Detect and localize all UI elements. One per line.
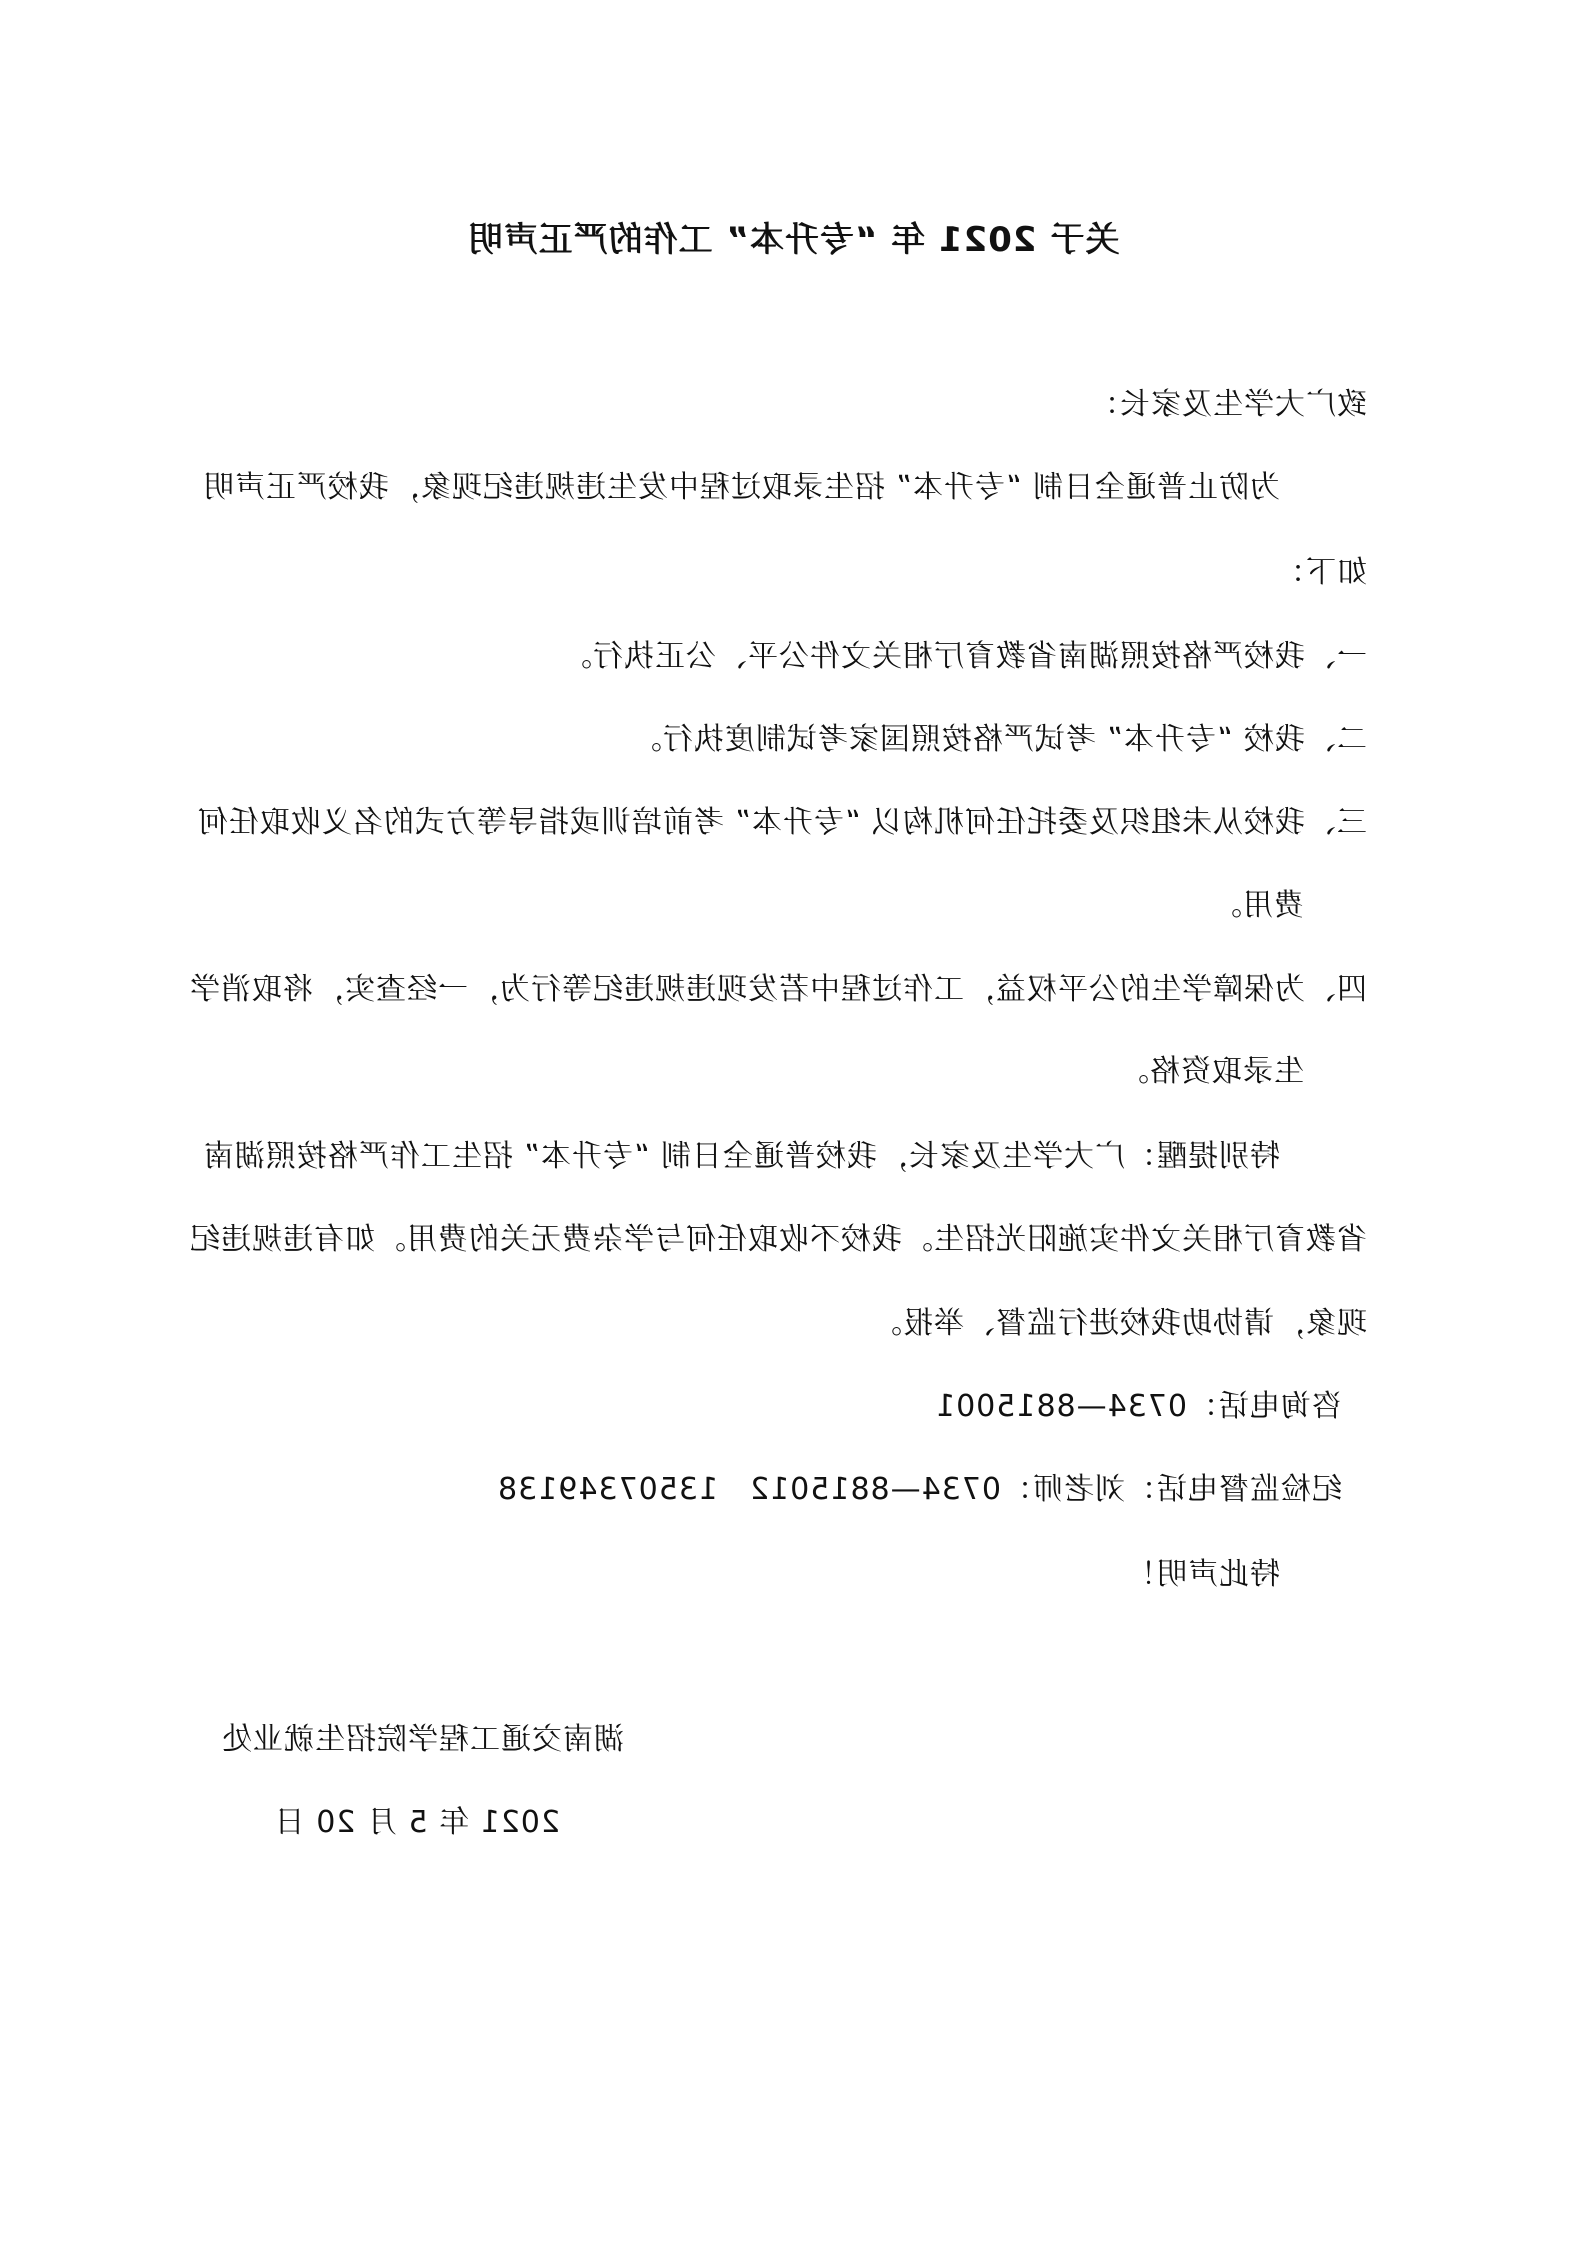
intro-line-1: 为防止普通全日制 “专升本” 招生录取过程中发生违规违纪现象，我校严正声明 — [202, 470, 1280, 505]
date: 2021 年 5 月 20 日 — [273, 1805, 560, 1840]
signature: 湖南交通工程学院招生就业处 — [221, 1722, 624, 1757]
page-title: 关于 2021 年 “专升本” 工作的严正声明 — [467, 220, 1120, 260]
reminder-line-3: 现象，请协助我校进行监督、举报。 — [871, 1306, 1367, 1341]
item-4-line-1: 四、为保障学生的公平权益，工作过程中若发现违规违纪等行为，一经查实，将取消学 — [189, 972, 1367, 1007]
closing: 特此声明！ — [1125, 1557, 1280, 1592]
salutation: 致广大学生及家长： — [1088, 387, 1367, 422]
item-3-line-2: 费用。 — [1211, 888, 1304, 923]
reminder-line-2: 省教育厅相关文件实施阳光招生。我校不收取任何与学杂费无关的费用。如有违规违纪 — [189, 1222, 1367, 1257]
reminder-line-1: 特别提醒：广大学生及家长，我校普通全日制 “专升本” 招生工作严格按照湖南 — [202, 1139, 1280, 1174]
consult-phone: 咨询电话：0734—8815001 — [935, 1389, 1342, 1424]
item-4-line-2: 生录取资格。 — [1118, 1054, 1304, 1089]
item-1: 一、我校严格按照湖南省教育厅相关文件公平、公正执行。 — [561, 639, 1367, 674]
intro-line-2: 如下： — [1274, 555, 1367, 590]
supervision-phone: 纪检监督电话：刘老师：0734—8815012 13507349138 — [497, 1472, 1342, 1507]
item-2: 二、我校 “专升本” 考试严格按照国家考试制度执行。 — [630, 722, 1367, 757]
item-3-line-1: 三、我校从未组织及委托任何机构以 “专升本” 考前培训或指导等方式的名义收取任何 — [196, 805, 1367, 840]
